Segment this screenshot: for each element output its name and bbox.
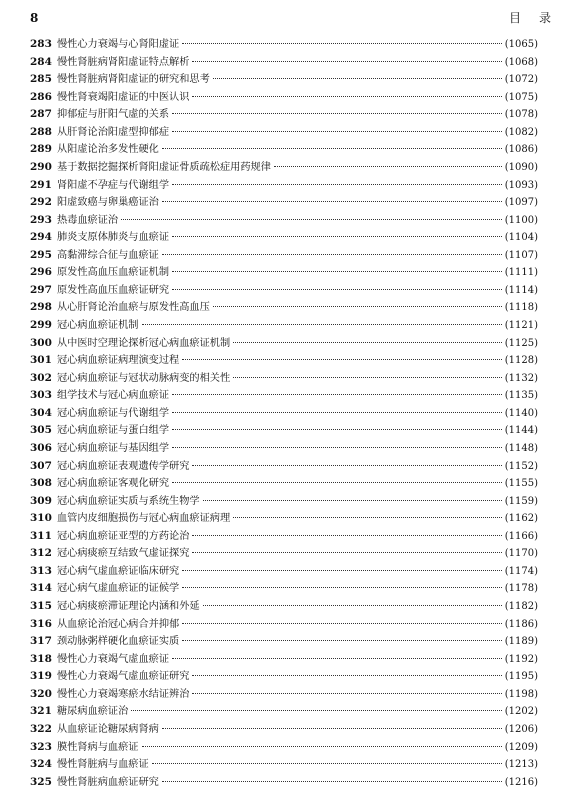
entry-page-number: (1075) [504, 91, 538, 103]
toc-entry[interactable] [30, 370, 538, 388]
toc-entry[interactable] [30, 106, 538, 124]
page-header [0, 0, 575, 30]
entry-title: 原发性高血压血瘀证研究 [57, 284, 170, 296]
entry-page-number: (1152) [504, 460, 538, 472]
entry-page-number: (1100) [504, 214, 538, 226]
entry-number: 302 [30, 371, 52, 384]
toc-entry[interactable] [30, 756, 538, 774]
entry-page-number: (1086) [504, 144, 538, 156]
entry-page-number: (1093) [504, 179, 538, 191]
entry-title: 颈动脉粥样硬化血瘀证实质 [57, 636, 180, 648]
entry-title: 抑郁症与肝阳气虚的关系 [57, 109, 170, 121]
toc-entry[interactable] [30, 440, 538, 458]
dot-leader [162, 728, 502, 729]
dot-leader [182, 43, 501, 44]
entry-page-number: (1213) [504, 759, 538, 771]
toc-entry[interactable] [30, 580, 538, 598]
entry-number: 319 [30, 670, 52, 683]
entry-title: 冠心病气虚血瘀证的证候学 [57, 583, 180, 595]
toc-entry[interactable] [30, 229, 538, 247]
dot-leader [182, 623, 501, 624]
entry-page-number: (1118) [504, 302, 538, 314]
dot-leader [162, 254, 502, 255]
dot-leader [182, 570, 501, 571]
dot-leader [152, 763, 502, 764]
dot-leader [192, 675, 501, 676]
entry-number: 324 [30, 758, 52, 771]
entry-number: 283 [30, 38, 52, 50]
entry-title: 冠心病气虚血瘀证临床研究 [57, 565, 180, 577]
toc-entry[interactable] [30, 651, 538, 669]
entry-page-number: (1072) [504, 74, 538, 86]
dot-leader [192, 96, 501, 97]
entry-page-number: (1107) [504, 249, 538, 261]
entry-title: 慢性肾衰竭阳虚证的中医认识 [57, 91, 190, 103]
entry-title: 冠心病血瘀证与冠状动脉病变的相关性 [57, 372, 231, 384]
entry-number: 296 [30, 266, 52, 279]
entry-page-number: (1097) [504, 197, 538, 209]
dot-leader [192, 465, 501, 466]
dot-leader [142, 746, 502, 747]
entry-number: 287 [30, 108, 52, 121]
entry-title: 冠心病痰瘀互结致气虚证探究 [57, 548, 190, 560]
toc-entry[interactable] [30, 264, 538, 282]
entry-number: 308 [30, 477, 52, 490]
entry-title: 冠心病痰瘀滞证理论内涵和外延 [57, 601, 200, 612]
entry-page-number: (1111) [504, 267, 538, 279]
entry-page-number: (1178) [504, 583, 538, 595]
table-of-contents [30, 36, 538, 791]
entry-page-number: (1155) [504, 478, 538, 490]
entry-page-number: (1192) [504, 653, 538, 665]
entry-number: 286 [30, 90, 52, 103]
entry-number: 312 [30, 547, 52, 560]
toc-entry[interactable] [30, 686, 538, 704]
entry-title: 原发性高血压血瘀证机制 [57, 267, 170, 279]
entry-page-number: (1170) [504, 548, 538, 560]
entry-number: 301 [30, 354, 52, 367]
entry-page-number: (1198) [504, 688, 538, 700]
toc-entry[interactable] [30, 89, 538, 107]
entry-title: 从中医时空理论探析冠心病血瘀证机制 [57, 337, 231, 349]
entry-number: 323 [30, 740, 52, 753]
toc-entry[interactable] [30, 633, 538, 651]
dot-leader [172, 131, 502, 132]
entry-page-number: (1209) [504, 741, 538, 753]
entry-page-number: (1114) [504, 284, 538, 296]
toc-entry[interactable] [30, 721, 538, 739]
dot-leader [182, 640, 501, 641]
entry-title: 冠心病血瘀证客观化研究 [57, 478, 170, 490]
entry-page-number: (1216) [504, 776, 538, 788]
toc-entry[interactable] [30, 212, 538, 230]
entry-title: 热毒血瘀证治 [57, 214, 119, 226]
entry-number: 298 [30, 301, 52, 314]
page-number: 8 [30, 11, 39, 25]
entry-page-number: (1162) [504, 513, 538, 525]
entry-title: 慢性心力衰竭与心肾阳虚证 [57, 39, 180, 50]
dot-leader [172, 482, 502, 483]
entry-page-number: (1104) [504, 232, 538, 244]
entry-number: 316 [30, 617, 52, 630]
dot-leader [192, 552, 501, 553]
entry-title: 膜性肾病与血瘀证 [57, 741, 139, 753]
dot-leader [162, 148, 502, 149]
dot-leader [172, 429, 502, 430]
toc-entry[interactable] [30, 387, 538, 405]
toc-entry[interactable] [30, 177, 538, 195]
entry-number: 289 [30, 143, 52, 156]
entry-page-number: (1166) [504, 530, 538, 542]
entry-page-number: (1195) [504, 671, 538, 683]
entry-number: 306 [30, 441, 52, 454]
toc-entry[interactable] [30, 124, 538, 142]
entry-title: 冠心病血瘀证与蛋白组学 [57, 425, 170, 437]
entry-number: 305 [30, 424, 52, 437]
entry-title: 冠心病血瘀证亚型的方药论治 [57, 530, 190, 542]
entry-title: 从肝肾论治阳虚型抑郁症 [57, 126, 170, 138]
dot-leader [213, 306, 502, 307]
entry-page-number: (1128) [504, 355, 538, 367]
toc-entry[interactable] [30, 493, 538, 511]
entry-number: 318 [30, 652, 52, 665]
entry-number: 303 [30, 389, 52, 402]
toc-entry[interactable] [30, 458, 538, 476]
entry-page-number: (1206) [504, 723, 538, 735]
entry-number: 297 [30, 283, 52, 296]
entry-number: 284 [30, 55, 52, 68]
entry-title: 慢性肾脏病肾阳虚证的研究和思考 [57, 74, 210, 86]
entry-title: 从血瘀论治冠心病合并抑郁 [57, 618, 180, 630]
entry-title: 从血瘀证论糖尿病肾病 [57, 723, 159, 735]
dot-leader [192, 535, 501, 536]
toc-entry[interactable] [30, 54, 538, 72]
entry-title: 从心肝肾论治血瘀与原发性高血压 [57, 302, 210, 314]
entry-number: 325 [30, 775, 52, 788]
entry-title: 肺炎支原体肺炎与血瘀证 [57, 232, 170, 244]
dot-leader [192, 693, 501, 694]
entry-number: 285 [30, 73, 52, 86]
toc-entry[interactable] [30, 71, 538, 89]
entry-page-number: (1140) [504, 407, 538, 419]
toc-entry[interactable] [30, 703, 538, 721]
entry-number: 295 [30, 248, 52, 261]
entry-number: 322 [30, 722, 52, 735]
toc-entry[interactable] [30, 510, 538, 528]
toc-entry[interactable] [30, 36, 538, 54]
entry-number: 292 [30, 196, 52, 209]
entry-number: 307 [30, 459, 52, 472]
entry-number: 290 [30, 160, 52, 173]
dot-leader [172, 184, 502, 185]
toc-entry[interactable] [30, 616, 538, 634]
entry-title: 高黏滞综合征与血瘀证 [57, 249, 159, 261]
entry-title: 慢性心力衰竭寒瘀水结证辨治 [57, 688, 190, 700]
dot-leader [213, 78, 502, 79]
entry-number: 320 [30, 687, 52, 700]
entry-page-number: (1189) [504, 636, 538, 648]
dot-leader [182, 359, 501, 360]
toc-entry[interactable] [30, 528, 538, 546]
entry-number: 321 [30, 705, 52, 718]
dot-leader [233, 517, 502, 518]
entry-page-number: (1135) [504, 390, 538, 402]
entry-page-number: (1159) [504, 495, 538, 507]
dot-leader [142, 324, 502, 325]
dot-leader [233, 377, 502, 378]
dot-leader [172, 412, 502, 413]
dot-leader [182, 587, 501, 588]
entry-title: 冠心病血瘀证机制 [57, 320, 139, 331]
entry-number: 317 [30, 635, 52, 648]
toc-entry[interactable] [30, 405, 538, 423]
entry-number: 299 [30, 319, 52, 331]
entry-number: 309 [30, 494, 52, 507]
entry-title: 慢性心力衰竭气虚血瘀证研究 [57, 671, 190, 683]
entry-page-number: (1090) [504, 161, 538, 173]
entry-number: 311 [30, 529, 52, 542]
entry-number: 314 [30, 582, 52, 595]
toc-entry[interactable] [30, 159, 538, 177]
entry-title: 冠心病血瘀证病理演变过程 [57, 355, 180, 367]
toc-entry[interactable] [30, 545, 538, 563]
entry-number: 304 [30, 406, 52, 419]
entry-page-number: (1202) [504, 706, 538, 718]
entry-title: 冠心病血瘀证与基因组学 [57, 442, 170, 454]
entry-title: 基于数据挖掘探析肾阳虚证骨质疏松症用药规律 [57, 161, 271, 173]
toc-entry[interactable] [30, 598, 538, 616]
dot-leader [172, 236, 502, 237]
dot-leader [172, 271, 502, 272]
dot-leader [172, 394, 502, 395]
entry-title: 血管内皮细胞损伤与冠心病血瘀证病理 [57, 513, 231, 525]
entry-title: 冠心病血瘀证与代谢组学 [57, 407, 170, 419]
entry-page-number: (1148) [504, 442, 538, 454]
entry-title: 慢性肾脏病血瘀证研究 [57, 776, 159, 788]
dot-leader [192, 61, 501, 62]
entry-title: 慢性肾脏病与血瘀证 [57, 759, 149, 771]
dot-leader [172, 113, 502, 114]
dot-leader [172, 289, 502, 290]
entry-title: 冠心病血瘀证实质与系统生物学 [57, 495, 200, 507]
entry-title: 慢性心力衰竭气虚血瘀证 [57, 653, 170, 665]
entry-page-number: (1186) [504, 618, 538, 630]
dot-leader [233, 342, 502, 343]
entry-page-number: (1144) [504, 425, 538, 437]
entry-number: 288 [30, 125, 52, 138]
dot-leader [203, 500, 502, 501]
dot-leader [172, 447, 502, 448]
dot-leader [121, 219, 502, 220]
entry-page-number: (1065) [504, 39, 538, 50]
toc-entry[interactable] [30, 194, 538, 212]
toc-entry[interactable] [30, 247, 538, 265]
entry-title: 阳虚致癌与卵巢癌证治 [57, 197, 159, 209]
dot-leader [131, 710, 501, 711]
entry-title: 组学技术与冠心病血瘀证 [57, 390, 170, 402]
toc-entry[interactable] [30, 352, 538, 370]
entry-number: 294 [30, 231, 52, 244]
entry-number: 293 [30, 213, 52, 226]
toc-entry[interactable] [30, 563, 538, 581]
entry-title: 肾阳虚不孕症与代谢组学 [57, 179, 170, 191]
entry-page-number: (1174) [504, 565, 538, 577]
entry-number: 291 [30, 178, 52, 191]
toc-entry[interactable] [30, 282, 538, 300]
entry-title: 冠心病血瘀证表观遗传学研究 [57, 460, 190, 472]
entry-number: 300 [30, 336, 52, 349]
entry-number: 315 [30, 600, 52, 612]
toc-entry[interactable] [30, 422, 538, 440]
dot-leader [203, 605, 502, 606]
entry-page-number: (1068) [504, 56, 538, 68]
dot-leader [172, 658, 502, 659]
header-title: 目录 [508, 11, 569, 25]
toc-entry[interactable] [30, 475, 538, 493]
entry-page-number: (1132) [504, 372, 538, 384]
entry-page-number: (1078) [504, 109, 538, 121]
toc-entry[interactable] [30, 774, 538, 791]
entry-page-number: (1182) [504, 601, 538, 612]
dot-leader [162, 201, 502, 202]
entry-title: 从阳虚论治多发性硬化 [57, 144, 159, 156]
entry-title: 慢性肾脏病肾阳虚证特点解析 [57, 56, 190, 68]
toc-entry[interactable] [30, 299, 538, 317]
dot-leader [274, 166, 502, 167]
entry-page-number: (1125) [504, 337, 538, 349]
toc-entry[interactable] [30, 739, 538, 757]
toc-entry[interactable] [30, 668, 538, 686]
entry-page-number: (1082) [504, 126, 538, 138]
entry-page-number: (1121) [504, 320, 538, 331]
toc-entry[interactable] [30, 317, 538, 335]
dot-leader [162, 781, 502, 782]
entry-number: 310 [30, 512, 52, 525]
toc-entry[interactable] [30, 335, 538, 353]
toc-entry[interactable] [30, 141, 538, 159]
entry-number: 313 [30, 564, 52, 577]
entry-title: 糖尿病血瘀证治 [57, 706, 129, 718]
